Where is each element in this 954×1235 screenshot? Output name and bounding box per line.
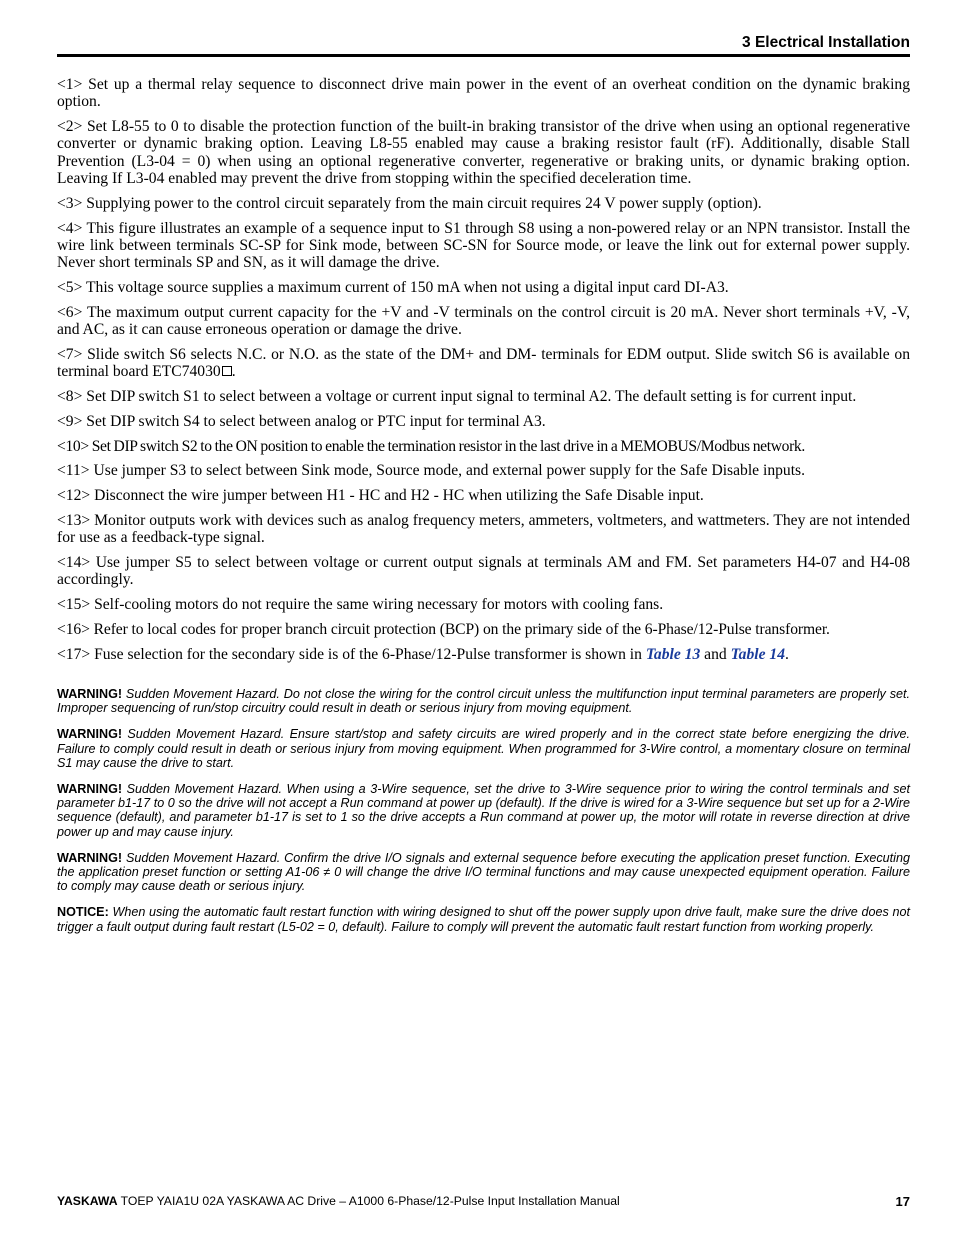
footer-brand: YASKAWA bbox=[57, 1194, 118, 1208]
notes-list bbox=[57, 76, 910, 671]
note-6: <6> The maximum output current capacity for the +V and -V terminals on the control circuit is 20 mA. Never short terminals +V, -V, and AC, as it can cause erroneous operation or damage the drive. bbox=[57, 303, 910, 339]
warning-4 bbox=[57, 851, 910, 894]
note-13: <13> Monitor outputs work with devices such as analog frequency meters, ammeters, voltmeters, and wattmeters. They are not intended for use as a feedback-type signal. bbox=[57, 511, 910, 547]
note-17 bbox=[57, 646, 910, 663]
note-17-prefix: <17> Fuse selection for the secondary side is of the 6-Phase/12-Pulse transformer is shown in bbox=[57, 645, 646, 663]
note-14: <14> Use jumper S5 to select between voltage or current output signals at terminals AM and FM. Set parameters H4-07 and H4-08 accordingly. bbox=[57, 554, 910, 589]
page-number: 17 bbox=[895, 1194, 910, 1209]
header-rule bbox=[57, 54, 910, 57]
note-7 bbox=[57, 346, 910, 381]
warning-1 bbox=[57, 687, 910, 715]
note-1: <1> Set up a thermal relay sequence to disconnect drive main power in the event of an overheat condition on the dynamic braking option. bbox=[57, 76, 910, 111]
section-title: 3 Electrical Installation bbox=[742, 34, 910, 51]
note-7-end: . bbox=[231, 363, 236, 381]
warning-text: Sudden Movement Hazard. When using a 3-Wire sequence, set the drive to 3-Wire sequence prior to wiring the control terminals and set parameter b1-17 to 0 so the drive will not accept a Run command at power up (default). If the drive is wired for a 3-Wire sequence but set up for a 2-Wire sequence (default), and parameter b1-17 is set to 1 so the drive accepts a Run command at power up, the motor will rotate in reverse direction at drive power up and may cause injury. bbox=[57, 782, 910, 839]
placeholder-box-icon bbox=[222, 366, 232, 376]
note-10: <10> Set DIP switch S2 to the ON position to enable the termination resistor in the last drive in a MEMOBUS/Modbus network. bbox=[57, 437, 805, 455]
warning-label: WARNING! bbox=[57, 782, 123, 797]
note-8: <8> Set DIP switch S1 to select between a voltage or current input signal to terminal A2. The default setting is for current input. bbox=[57, 387, 857, 405]
warning-label: WARNING! bbox=[57, 687, 123, 701]
warning-text: Sudden Movement Hazard. Do not close the wiring for the control circuit unless the multifunction input terminal parameters are properly set. Improper sequencing of run/stop circuitry could result in death or serious injury from moving equipment. bbox=[57, 687, 910, 716]
note-3: <3> Supplying power to the control circuit separately from the main circuit requires 24 V power supply (option). bbox=[57, 194, 762, 212]
note-15: <15> Self-cooling motors do not require the same wiring necessary for motors with cooling fans. bbox=[57, 596, 664, 614]
note-4: <4> This figure illustrates an example of a sequence input to S1 through S8 using a non-powered relay or an NPN transistor. Install the wire link between terminals SC-SP for Sink mode, between SC-SN for Source mode, or leave the link out for external power supply. Never short terminals SP and SN, as it will damage the drive. bbox=[57, 219, 910, 272]
warning-text: Sudden Movement Hazard. Confirm the drive I/O signals and external sequence before executing the application preset function. Executing the application preset function or setting A1-06 ≠ 0 will change the drive I/O terminal functions and may cause unexpected equipment operation. Failure to comply may cause death or serious injury. bbox=[57, 850, 910, 894]
warning-label: WARNING! bbox=[57, 727, 123, 742]
table-14-link[interactable]: Table 14 bbox=[730, 645, 786, 663]
footer-doc-title: TOEP YAIA1U 02A YASKAWA AC Drive – A1000 6-Phase/12-Pulse Input Installation Manual bbox=[117, 1194, 620, 1208]
warning-text: Sudden Movement Hazard. Ensure start/stop and safety circuits are wired properly and in the correct state before energizing the drive. Failure to comply could result in death or serious injury from moving equipment. When programmed for 3-Wire control, a momentary closure on terminal S1 may cause the drive to start. bbox=[57, 727, 910, 770]
table-13-link[interactable]: Table 13 bbox=[645, 645, 701, 663]
note-2: <2> Set L8-55 to 0 to disable the protection function of the built-in braking transistor of the drive when using an optional regenerative converter or dynamic braking option. Leaving L8-55 enabled may cause a braking resistor fault (rF). Additionally, disable Stall Prevention (L3-04 = 0) when using an optional regenerative converter, regenerative or braking units, or dynamic braking option. Leaving If L3-04 enabled may prevent the drive from stopping within the specified deceleration time. bbox=[57, 118, 910, 187]
note-5: <5> This voltage source supplies a maximum current of 150 mA when not using a digital input card DI-A3. bbox=[57, 278, 729, 296]
note-12: <12> Disconnect the wire jumper between H1 - HC and H2 - HC when utilizing the Safe Disable input. bbox=[57, 487, 704, 505]
note-17-suffix: . bbox=[785, 645, 789, 663]
page-footer bbox=[57, 1194, 910, 1208]
warning-3 bbox=[57, 782, 910, 839]
note-7-text: <7> Slide switch S6 selects N.C. or N.O. as the state of the DM+ and DM- terminals for EDM output. Slide switch S6 is available on terminal board ETC74030 bbox=[57, 345, 910, 381]
warning-2 bbox=[57, 727, 910, 770]
notice-text: When using the automatic fault restart function with wiring designed to shut off the power supply upon drive fault, make sure the drive does not trigger a fault output during fault restart (L5-02 = 0, default). Failure to comply will prevent the automatic fault restart function from working properly. bbox=[57, 905, 910, 934]
warning-label: WARNING! bbox=[57, 850, 123, 865]
note-11: <11> Use jumper S3 to select between Sink mode, Source mode, and external power supply for the Safe Disable inputs. bbox=[57, 462, 806, 480]
note-16: <16> Refer to local codes for proper branch circuit protection (BCP) on the primary side of the 6-Phase/12-Pulse transformer. bbox=[57, 620, 830, 638]
note-17-and: and bbox=[700, 645, 731, 663]
notice-1 bbox=[57, 905, 910, 933]
notice-label: NOTICE: bbox=[57, 905, 109, 920]
note-9: <9> Set DIP switch S4 to select between analog or PTC input for terminal A3. bbox=[57, 412, 546, 430]
safety-notices bbox=[57, 687, 910, 946]
